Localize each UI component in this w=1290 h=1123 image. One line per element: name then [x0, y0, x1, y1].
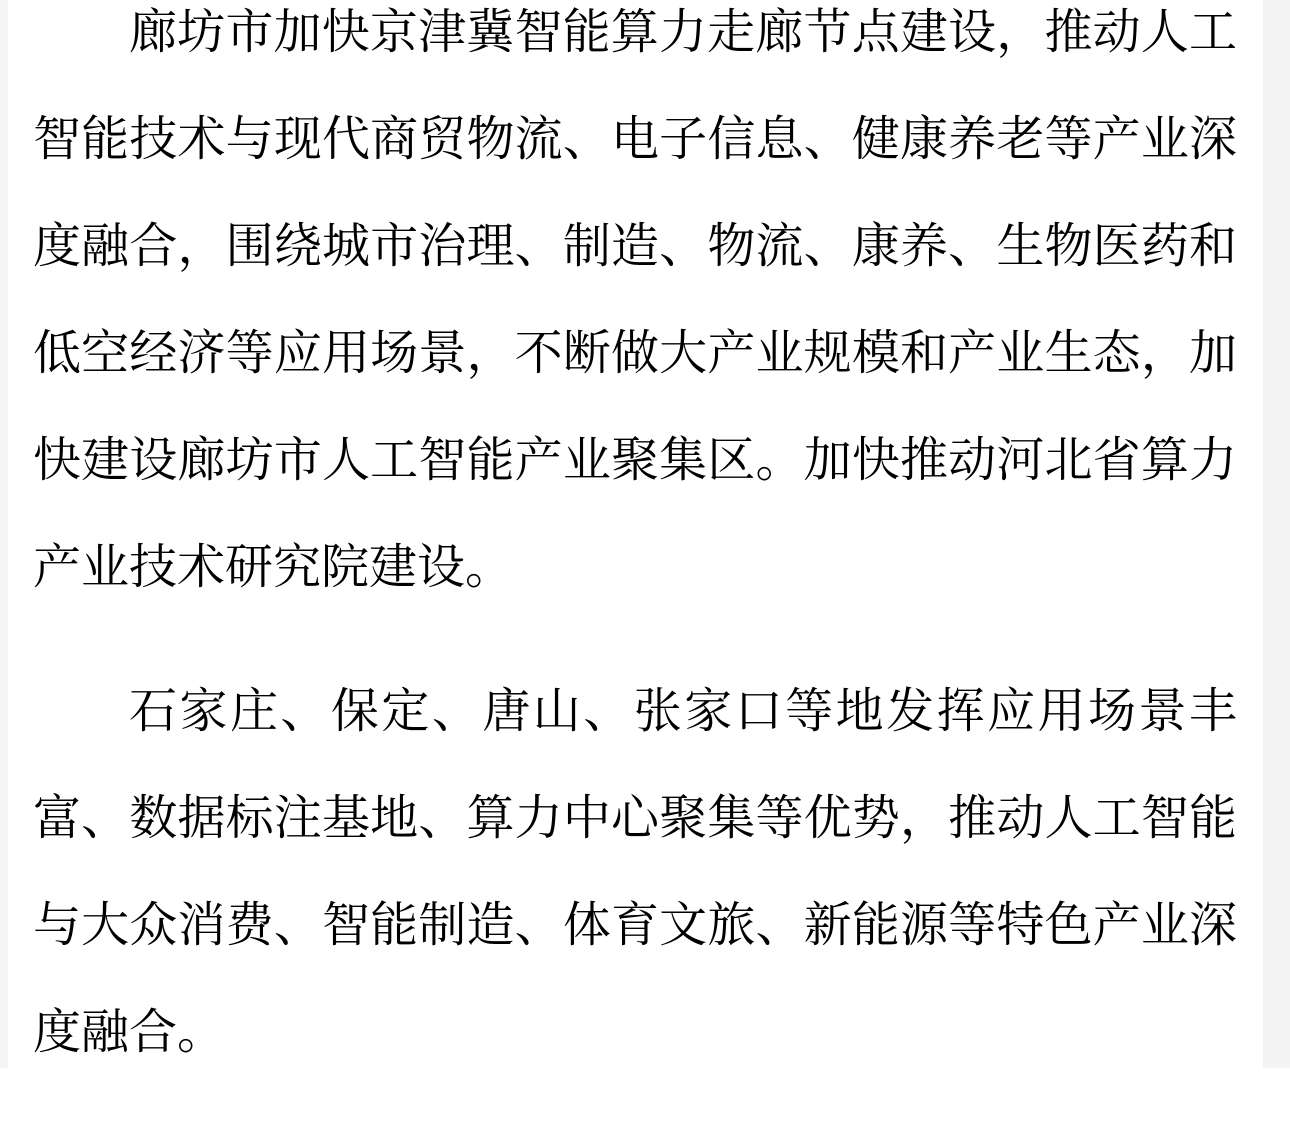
left-page-gutter [0, 0, 8, 1068]
paragraph-langfang: 廊坊市加快京津冀智能算力走廊节点建设，推动人工智能技术与现代商贸物流、电子信息、健康养老等产业深度融合，围绕城市治理、制造、物流、康养、生物医药和低空经济等应用场景，不断做大产业规模和产业生态，加快建设廊坊市人工智能产业聚集区。加快推动河北省算力产业技术研究院建设。 [33, 6, 1237, 594]
article-content [33, 0, 1237, 1123]
paragraph-shijiazhuang: 石家庄、保定、唐山、张家口等地发挥应用场景丰富、数据标注基地、算力中心聚集等优势，推动人工智能与大众消费、智能制造、体育文旅、新能源等特色产业深度融合。 [33, 685, 1237, 1059]
scrollbar-track[interactable] [1263, 0, 1290, 1068]
